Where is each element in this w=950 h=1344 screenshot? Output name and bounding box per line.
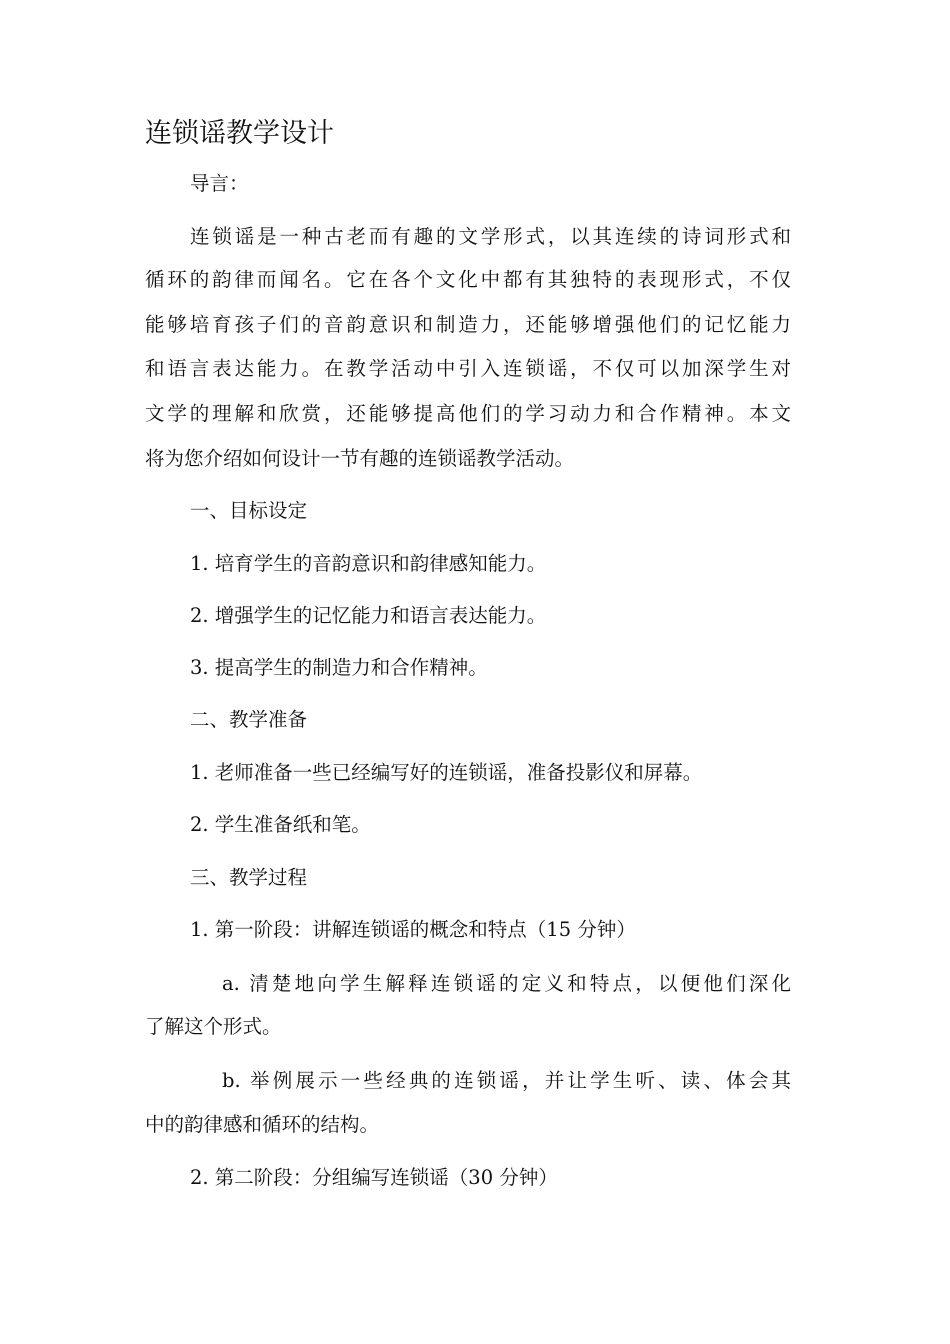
intro-heading: 导言： <box>190 172 249 195</box>
section3-item-b-line-2: 中的韵律感和循环的结构。 <box>145 1113 380 1136</box>
section3-item-a-line-2: 了解这个形式。 <box>145 1015 282 1038</box>
intro-line-1: 连锁谣是一种古老而有趣的文学形式，以其连续的诗词形式和 <box>190 225 791 248</box>
section3-item-b-line-1: b. 举例展示一些经典的连锁谣，并让学生听、读、体会其 <box>222 1069 791 1092</box>
section3-heading: 三、教学过程 <box>190 866 308 889</box>
intro-line-6: 将为您介绍如何设计一节有趣的连锁谣教学活动。 <box>145 447 575 470</box>
section2-item-1: 1. 老师准备一些已经编写好的连锁谣，准备投影仪和屏幕。 <box>190 761 703 784</box>
section2-item-2: 2. 学生准备纸和笔。 <box>190 813 371 836</box>
section3-stage-1: 1. 第一阶段：讲解连锁谣的概念和特点（15 分钟） <box>190 918 636 941</box>
intro-line-4: 和语言表达能力。在教学活动中引入连锁谣，不仅可以加深学生对 <box>145 357 791 380</box>
section1-item-1: 1. 培育学生的音韵意识和韵律感知能力。 <box>190 552 547 575</box>
intro-line-3: 能够培育孩子们的音韵意识和制造力，还能够增强他们的记忆能力 <box>145 313 791 336</box>
section3-stage-2: 2. 第二阶段：分组编写连锁谣（30 分钟） <box>190 1166 558 1189</box>
intro-line-2: 循环的韵律而闻名。它在各个文化中都有其独特的表现形式，不仅 <box>145 268 791 291</box>
section1-heading: 一、目标设定 <box>190 499 308 522</box>
section1-item-2: 2. 增强学生的记忆能力和语言表达能力。 <box>190 604 547 627</box>
section2-heading: 二、教学准备 <box>190 708 308 731</box>
intro-line-5: 文学的理解和欣赏，还能够提高他们的学习动力和合作精神。本文 <box>145 402 791 425</box>
document-title: 连锁谣教学设计 <box>145 118 334 149</box>
section1-item-3: 3. 提高学生的制造力和合作精神。 <box>190 656 488 679</box>
section3-item-a-line-1: a. 清楚地向学生解释连锁谣的定义和特点，以便他们深化 <box>222 972 791 995</box>
